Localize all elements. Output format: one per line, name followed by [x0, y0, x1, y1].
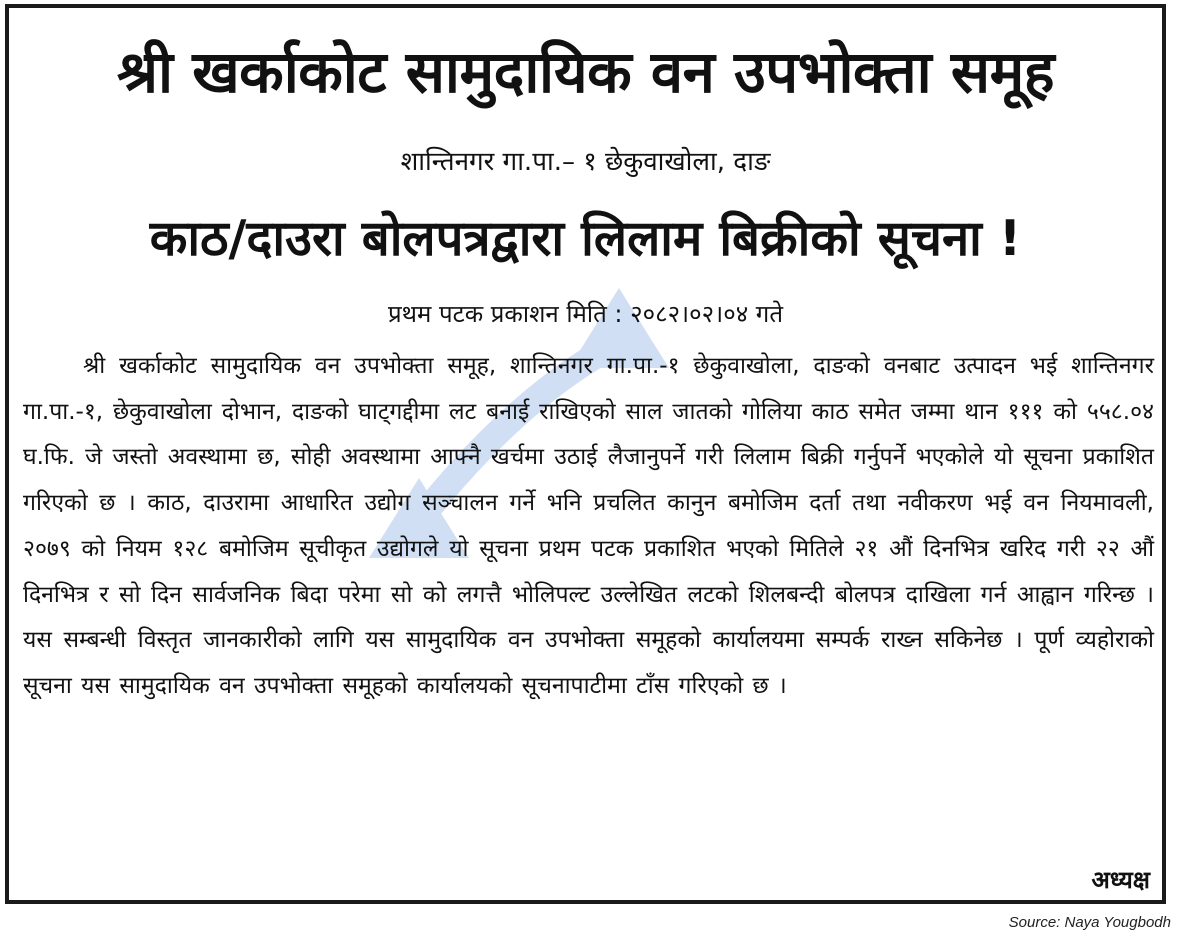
signatory-title: अध्यक्ष	[1091, 866, 1150, 894]
publish-date: प्रथम पटक प्रकाशन मिति : २०८२।०२।०४ गते	[388, 300, 783, 328]
source-credit: Source: Naya Yougbodh	[1008, 914, 1171, 931]
notice-body: श्री खर्काकोट सामुदायिक वन उपभोक्ता समूह, शान्तिनगर गा.पा.-१ छेकुवाखोला, दाङको वनबाट उत्पादन भई शान्तिनगर गा.पा.-१, छेकुवाखोला दोभान, दाङको घाट्गद्दीमा लट बनाई राखिएको साल जातको गोलिया काठ समेत जम्मा थान १११ को ५५८.०४ घ.फि. जे जस्तो अवस्थामा छ, सोही अवस्थामा आफ्नै खर्चमा उठाई लैजानुपर्ने गरी लिलाम बिक्री गर्नुपर्ने भएकोले यो सूचना प्रकाशित गरिएको छ । काठ, दाउरामा आधारित उद्योग सञ्चालन गर्ने भनि प्रचलित कानुन बमोजिम दर्ता तथा नवीकरण भई वन नियमावली, २०७९ को नियम १२८ बमोजिम सूचीकृत उद्योगले यो सूचना प्रथम पटक प्रकाशित भएको मितिले २१ औं दिनभित्र खरिद गरी २२ औं दिनभित्र र सो दिन सार्वजनिक बिदा परेमा सो को लगत्तै भोलिपल्ट उल्लेखित लटको शिलबन्दी बोलपत्र दाखिला गर्न आह्वान गरिन्छ । यस सम्बन्धी विस्तृत जानकारीको लागि यस सामुदायिक वन उपभोक्ता समूहको कार्यालयमा सम्पर्क राख्न सकिनेछ । पूर्ण व्यहोराको सूचना यस सामुदायिक वन उपभोक्ता समूहको कार्यालयको सूचनापाटीमा टाँस गरिएको छ ।	[23, 353, 1154, 699]
organization-address: शान्तिनगर गा.पा.– १ छेकुवाखोला, दाङ	[400, 147, 771, 177]
organization-title: श्री खर्काकोट सामुदायिक वन उपभोक्ता समूह	[116, 38, 1055, 106]
notice-heading: काठ/दाउरा बोलपत्रद्वारा लिलाम बिक्रीको सूचना !	[149, 210, 1022, 267]
notice-frame	[5, 4, 1166, 904]
